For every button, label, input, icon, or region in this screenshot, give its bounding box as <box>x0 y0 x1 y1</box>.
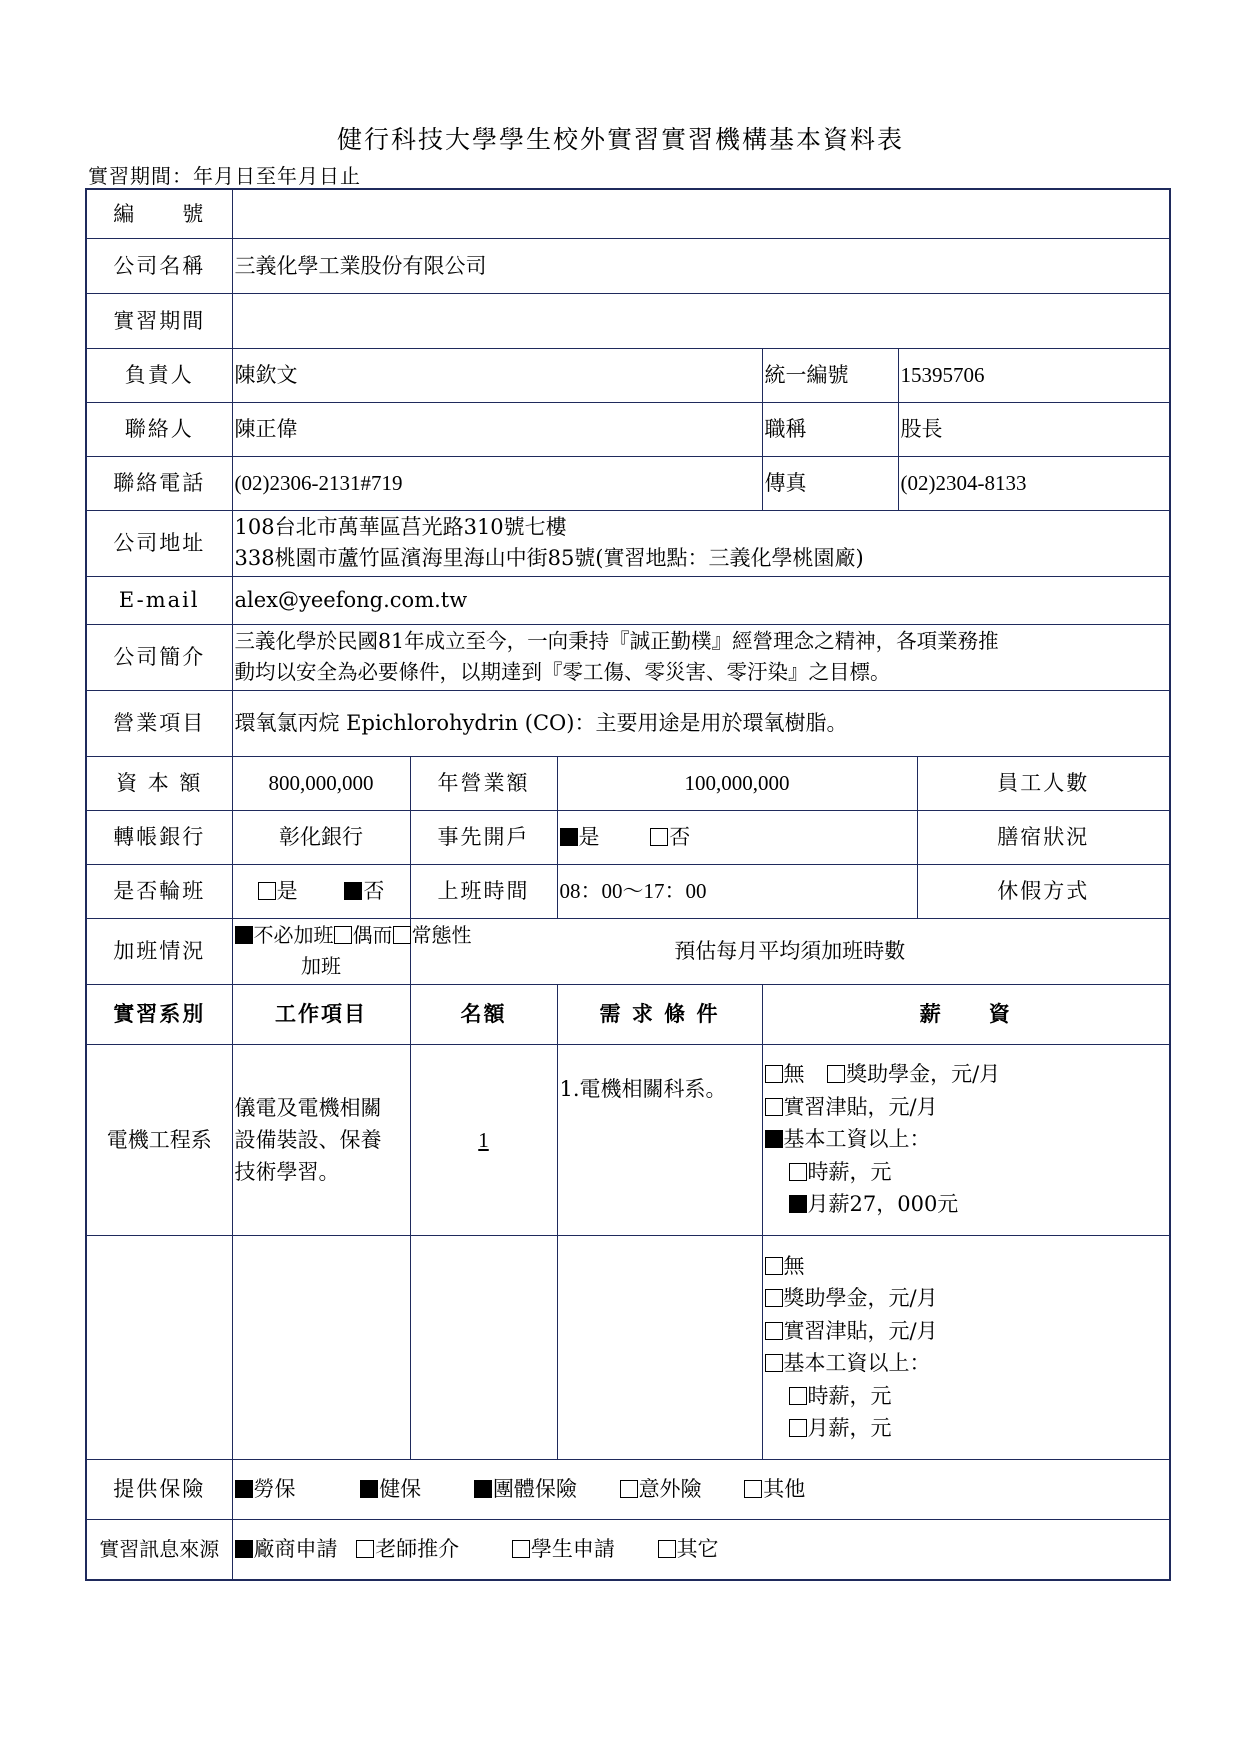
period-line: 實習期間：年月日至年月日止 <box>88 164 361 188</box>
board-label: 膳宿狀況 <box>917 810 1170 864</box>
address-line-2: 338桃園市蘆竹區濱海里海山中街85號(實習地點：三義化學桃園廠) <box>234 546 864 570</box>
job1-salary-hourly-label: 時薪，元 <box>807 1159 892 1184</box>
work-hours-label: 上班時間 <box>410 864 557 918</box>
revenue-label: 年營業額 <box>410 756 557 810</box>
insurance-health-checkbox[interactable] <box>360 1480 378 1498</box>
intro-line-1: 三義化學於民國81年成立至今，一向秉持『誠正勤樸』經營理念之精神，各項業務推 <box>234 629 999 653</box>
source-vendor-checkbox[interactable] <box>235 1540 253 1558</box>
intro-value[interactable] <box>232 624 1170 690</box>
insurance-options <box>232 1459 1170 1519</box>
job2-dept[interactable] <box>86 1235 232 1459</box>
shift-no-label: 否 <box>363 879 385 903</box>
owner-label: 負責人 <box>86 348 232 402</box>
overtime-none-checkbox[interactable] <box>235 926 253 944</box>
job2-quota[interactable] <box>410 1235 557 1459</box>
source-options <box>232 1519 1170 1580</box>
contact-value[interactable]: 陳正偉 <box>232 402 762 456</box>
job2-salary-basic-label: 基本工資以上： <box>783 1351 931 1375</box>
source-teacher-checkbox[interactable] <box>356 1540 374 1558</box>
job1-salary-monthly-checkbox[interactable] <box>789 1195 807 1213</box>
jobs-header-quota: 名額 <box>410 984 557 1044</box>
owner-value[interactable]: 陳欽文 <box>232 348 762 402</box>
source-other-checkbox[interactable] <box>658 1540 676 1558</box>
account-no-checkbox[interactable] <box>650 828 668 846</box>
source-other-label: 其它 <box>676 1537 719 1562</box>
intro-line-2: 動均以安全為必要條件，以期達到『零工傷、零災害、零汙染』之目標。 <box>234 660 891 684</box>
insurance-other-checkbox[interactable] <box>744 1480 762 1498</box>
job1-salary-basic-checkbox[interactable] <box>765 1130 783 1148</box>
shift-options <box>232 864 410 918</box>
job1-salary-hourly-checkbox[interactable] <box>789 1163 807 1181</box>
job1-salary <box>762 1044 1170 1235</box>
account-opened-options <box>557 810 917 864</box>
job1-quota[interactable] <box>410 1044 557 1235</box>
jobs-header-dept: 實習系別 <box>86 984 232 1044</box>
fax-value[interactable]: (02)2304-8133 <box>898 456 1170 510</box>
job1-salary-allowance-checkbox[interactable] <box>765 1098 783 1116</box>
insurance-group-checkbox[interactable] <box>474 1480 492 1498</box>
capital-value[interactable]: 800,000,000 <box>232 756 410 810</box>
job-row-2 <box>86 1235 1170 1459</box>
job2-salary-none-label: 無 <box>783 1253 805 1278</box>
job2-salary-hourly-label: 時薪，元 <box>807 1383 892 1408</box>
job-row-1 <box>86 1044 1170 1235</box>
number-value[interactable] <box>232 189 1170 238</box>
phone-label: 聯絡電話 <box>86 456 232 510</box>
job2-task[interactable] <box>232 1235 410 1459</box>
job2-salary-basic-checkbox[interactable] <box>765 1354 783 1372</box>
fax-label: 傳真 <box>762 456 898 510</box>
overtime-none-label: 不必加班 <box>253 923 334 947</box>
job1-salary-monthly-label: 月薪27，000元 <box>807 1192 959 1217</box>
job1-task-line-3: 技術學習。 <box>234 1159 340 1184</box>
jobs-header-salary: 薪 資 <box>762 984 1170 1044</box>
job2-salary-none-checkbox[interactable] <box>765 1257 783 1275</box>
job1-requirements[interactable]: 1.電機相關科系。 <box>557 1044 762 1235</box>
job1-task-line-2: 設備裝設、保養 <box>234 1127 382 1152</box>
job-title-label: 職稱 <box>762 402 898 456</box>
insurance-labor-checkbox[interactable] <box>235 1480 253 1498</box>
job2-requirements[interactable] <box>557 1235 762 1459</box>
job2-salary-monthly-checkbox[interactable] <box>789 1419 807 1437</box>
job1-salary-none-checkbox[interactable] <box>765 1065 783 1083</box>
job2-salary-grant-label: 獎助學金，元/月 <box>783 1286 938 1310</box>
insurance-accident-label: 意外險 <box>638 1477 702 1501</box>
insurance-other-label: 其他 <box>763 1477 806 1501</box>
source-teacher-label: 老師推介 <box>375 1537 460 1562</box>
tax-id-value[interactable]: 15395706 <box>898 348 1170 402</box>
insurance-group-label: 團體保險 <box>492 1477 577 1501</box>
page-title: 健行科技大學學生校外實習實習機構基本資料表 <box>336 125 904 154</box>
job1-task-line-1: 儀電及電機相關 <box>234 1095 382 1120</box>
shift-yes-checkbox[interactable] <box>258 882 276 900</box>
phone-value[interactable]: (02)2306-2131#719 <box>232 456 762 510</box>
overtime-options <box>232 918 472 984</box>
job-title-value[interactable]: 股長 <box>898 402 1170 456</box>
leave-label: 休假方式 <box>917 864 1170 918</box>
insurance-label: 提供保險 <box>86 1459 232 1519</box>
job2-salary-allowance-label: 實習津貼，元/月 <box>783 1318 938 1343</box>
job2-salary-monthly-label: 月薪，元 <box>807 1416 892 1440</box>
company-info-form <box>85 188 1171 1581</box>
jobs-header-requirements: 需 求 條 件 <box>557 984 762 1044</box>
intro-label: 公司簡介 <box>86 624 232 690</box>
source-vendor-label: 廠商申請 <box>253 1537 338 1562</box>
job2-salary-allowance-checkbox[interactable] <box>765 1322 783 1340</box>
insurance-accident-checkbox[interactable] <box>620 1480 638 1498</box>
overtime-occasional-label: 偶而 <box>352 923 393 947</box>
account-opened-label: 事先開戶 <box>410 810 557 864</box>
job2-salary-hourly-checkbox[interactable] <box>789 1387 807 1405</box>
number-label: 編 號 <box>86 189 232 238</box>
address-line-1: 108台北市萬華區莒光路310號七樓 <box>234 515 567 539</box>
source-student-label: 學生申請 <box>530 1537 615 1562</box>
overtime-label: 加班情況 <box>86 918 232 984</box>
job1-salary-basic-label: 基本工資以上： <box>783 1127 931 1152</box>
internship-period-label: 實習期間 <box>86 293 232 348</box>
shift-no-checkbox[interactable] <box>344 882 362 900</box>
job1-task[interactable] <box>232 1044 410 1235</box>
address-label: 公司地址 <box>86 510 232 576</box>
overtime-regular-checkbox[interactable] <box>393 926 411 944</box>
source-student-checkbox[interactable] <box>512 1540 530 1558</box>
insurance-health-label: 健保 <box>379 1477 422 1501</box>
source-label: 實習訊息來源 <box>86 1519 232 1580</box>
account-yes-checkbox[interactable] <box>560 828 578 846</box>
capital-label: 資 本 額 <box>86 756 232 810</box>
email-label: E-mail <box>86 576 232 624</box>
business-value[interactable]: 環氧氯丙烷 Epichlorohydrin (CO)：主要用途是用於環氧樹脂。 <box>232 690 1170 756</box>
bank-value[interactable]: 彰化銀行 <box>232 810 410 864</box>
job2-salary-grant-checkbox[interactable] <box>765 1289 783 1307</box>
company-name-value[interactable]: 三義化學工業股份有限公司 <box>232 238 1170 293</box>
bank-label: 轉帳銀行 <box>86 810 232 864</box>
company-name-label: 公司名稱 <box>86 238 232 293</box>
overtime-occasional-checkbox[interactable] <box>334 926 352 944</box>
overtime-hours-label: 預估每月平均須加班時數 <box>410 918 1170 984</box>
revenue-value[interactable]: 100,000,000 <box>557 756 917 810</box>
overtime-regular-label: 常態性 <box>411 923 472 947</box>
jobs-header-task: 工作項目 <box>232 984 410 1044</box>
job1-salary-allowance-label: 實習津貼，元/月 <box>783 1094 938 1119</box>
account-no-label: 否 <box>669 825 691 849</box>
address-value[interactable] <box>232 510 1170 576</box>
job1-salary-grant-checkbox[interactable] <box>827 1065 845 1083</box>
insurance-labor-label: 勞保 <box>253 1477 296 1501</box>
internship-period-value[interactable] <box>232 293 1170 348</box>
email-value[interactable]: alex@yeefong.com.tw <box>232 576 1170 624</box>
employees-label: 員工人數 <box>917 756 1170 810</box>
shift-yes-label: 是 <box>276 879 298 903</box>
contact-label: 聯絡人 <box>86 402 232 456</box>
shift-label: 是否輪班 <box>86 864 232 918</box>
job1-quota-value: 1 <box>478 1127 489 1152</box>
job2-salary <box>762 1235 1170 1459</box>
work-hours-value[interactable]: 08：00～17：00 <box>557 864 917 918</box>
tax-id-label: 統一編號 <box>762 348 898 402</box>
overtime-regular-label-cont: 加班 <box>301 954 341 978</box>
business-label: 營業項目 <box>86 690 232 756</box>
account-yes-label: 是 <box>578 825 600 849</box>
job1-salary-grant-label: 獎助學金，元/月 <box>846 1062 1001 1087</box>
job1-salary-none-label: 無 <box>783 1062 805 1087</box>
job1-dept[interactable]: 電機工程系 <box>86 1044 232 1235</box>
